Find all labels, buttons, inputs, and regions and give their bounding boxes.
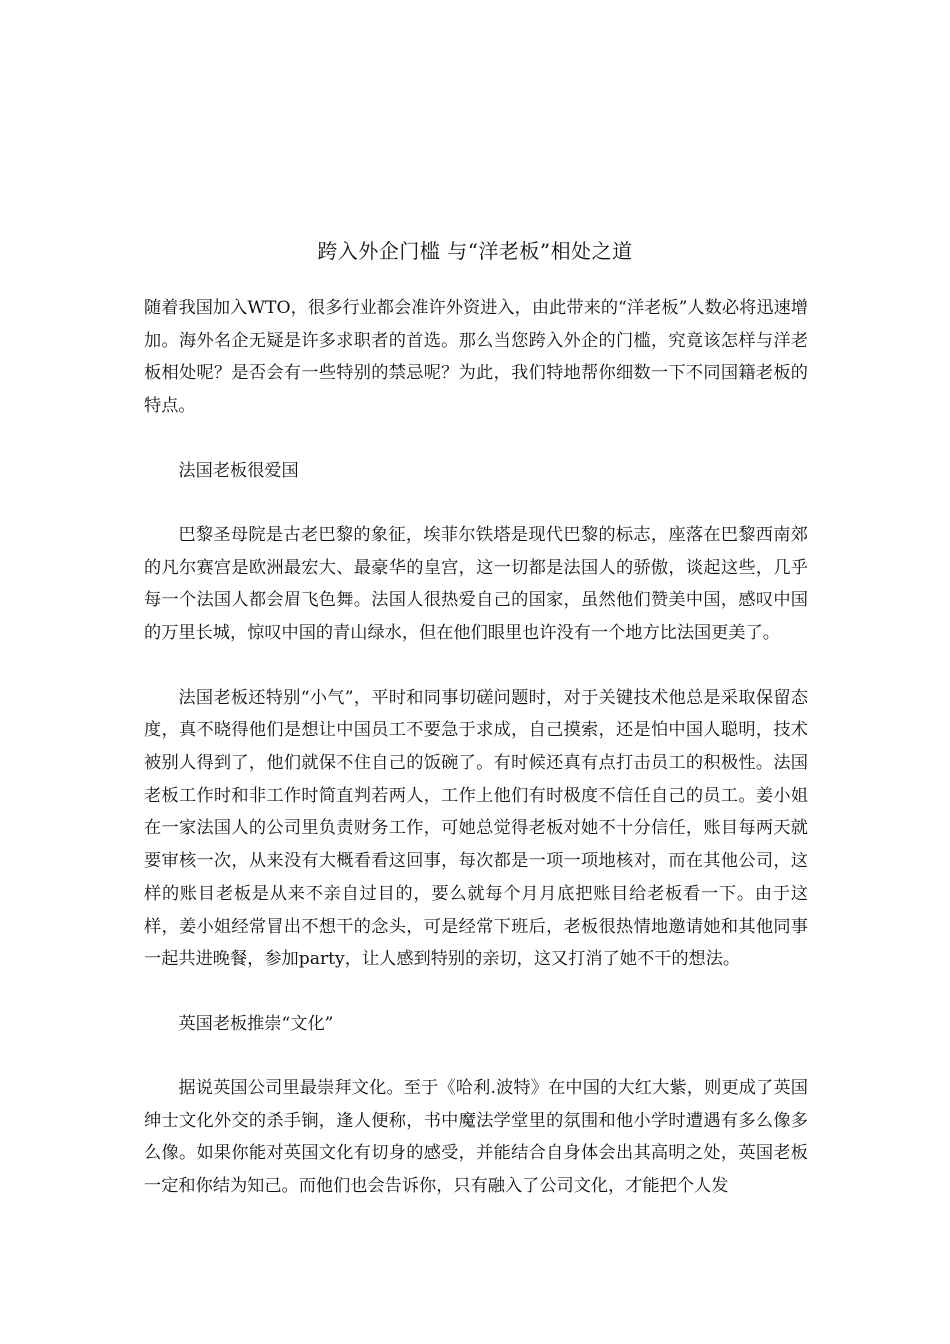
intro-paragraph: 随着我国加入WTO，很多行业都会准许外资进入，由此带来的“洋老板”人数必将迅速增加。海外名企无疑是许多求职者的首选。那么当您跨入外企的门槛，究竟该怎样与洋老板相处呢？是否会有一些特别的禁忌呢？为此，我们特地帮你细数一下不同国籍老板的特点。 (144, 298, 808, 417)
section-heading-uk: 英国老板推崇“文化” (178, 1013, 334, 1034)
uk-paragraph-1: 据说英国公司里最崇拜文化。至于《哈利.波特》在中国的大红大紫，则更成了英国绅士文化外交的杀手锏，逢人便称，书中魔法学堂里的氛围和他小学时遭遇有多么像多么像。如果你能对英国文化有切身的感受，并能结合自身体会出其高明之处，英国老板一定和你结为知己。而他们也会告诉你，只有融入了公司文化，才能把个人发 (144, 1077, 808, 1197)
section-heading-france: 法国老板很爱国 (178, 460, 299, 481)
document-title: 跨入外企门槛 与“洋老板”相处之道 (317, 239, 633, 263)
document-body (144, 292, 808, 1203)
france-paragraph-1: 巴黎圣母院是古老巴黎的象征，埃菲尔铁塔是现代巴黎的标志，座落在巴黎西南郊的凡尔赛宫是欧洲最宏大、最豪华的皇宫，这一切都是法国人的骄傲，谈起这些，几乎每一个法国人都会眉飞色舞。法国人很热爱自己的国家，虽然他们赞美中国，感叹中国的万里长城，惊叹中国的青山绿水，但在他们眼里也许没有一个地方比法国更美了。 (144, 524, 808, 643)
france-paragraph-2: 法国老板还特别“小气”，平时和同事切磋问题时，对于关键技术他总是采取保留态度，真不晓得他们是想让中国员工不要急于求成，自己摸索，还是怕中国人聪明，技术被别人得到了，他们就保不住自己的饭碗了。有时候还真有点打击员工的积极性。法国老板工作时和非工作时简直判若两人，工作上他们有时极度不信任自己的员工。姜小姐在一家法国人的公司里负责财务工作，可她总觉得老板对她不十分信任，账目每两天就要审核一次，从来没有大概看看这回事，每次都是一项一项地核对，而在其他公司，这样的账目老板是从来不亲自过目的，要么就每个月月底把账目给老板看一下。由于这样，姜小姐经常冒出不想干的念头，可是经常下班后，老板很热情地邀请她和其他同事一起共进晚餐，参加party，让人感到特别的亲切，这又打消了她不干的想法。 (144, 687, 808, 970)
